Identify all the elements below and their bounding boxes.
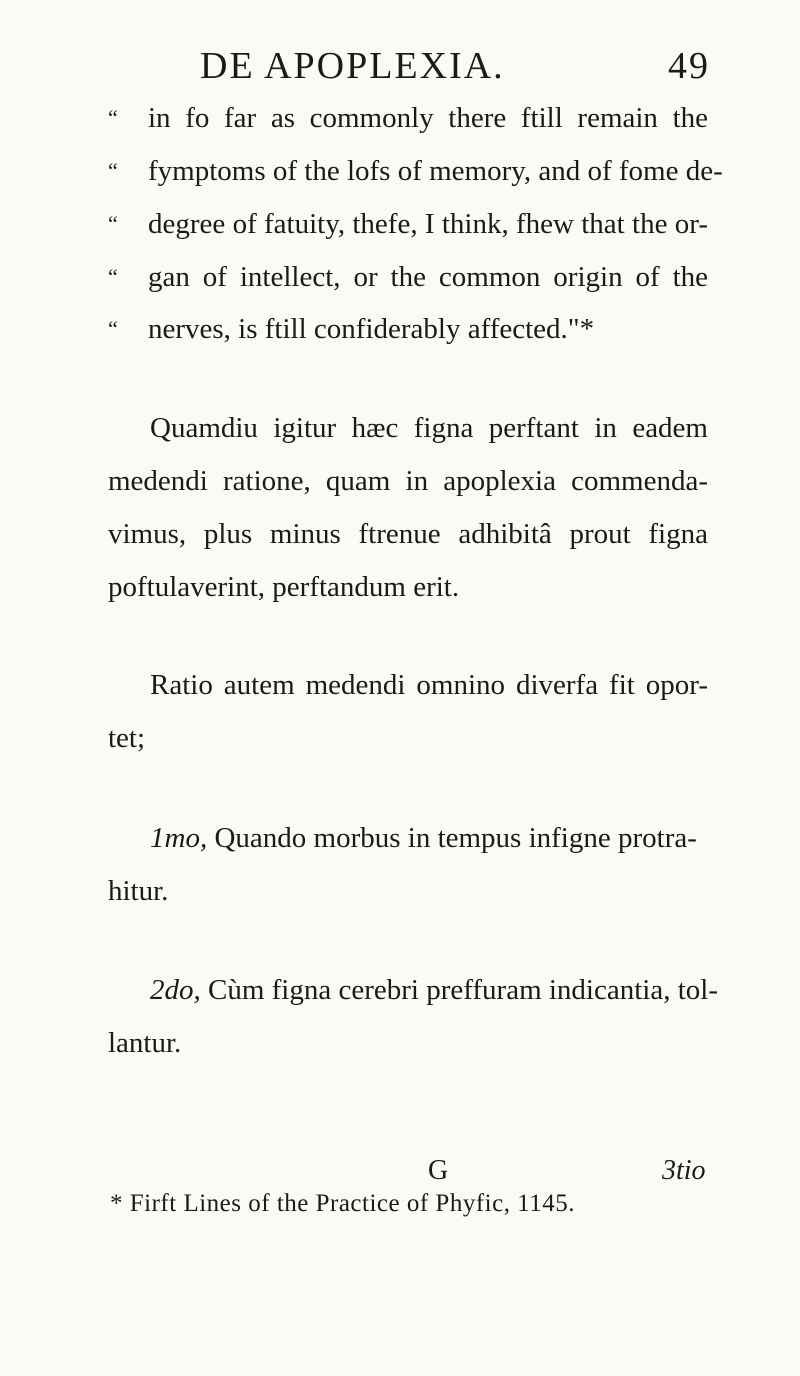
item-2-line-2: lantur. bbox=[108, 1027, 182, 1059]
item-1-line-1: 1mo, Quando morbus in tempus infigne protra- bbox=[150, 822, 697, 854]
quote-line-4: “ gan of intellect, or the common origin of the bbox=[108, 257, 708, 297]
quote-line-5: “ nerves, is ftill confiderably affected."* bbox=[108, 309, 708, 349]
paragraph-1-line-4: poftulaverint, perftandum erit. bbox=[108, 571, 460, 603]
running-title: DE APOPLEXIA. bbox=[200, 45, 505, 87]
paragraph-1-line-3: vimus, plus minus ftrenue adhibitâ prout figna bbox=[108, 518, 708, 550]
quote-line-2: “ fymptoms of the lofs of memory, and of fome de- bbox=[108, 151, 708, 191]
page-number: 49 bbox=[668, 45, 710, 87]
paragraph-2-line-1: Ratio autem medendi omnino diverfa fit opor- bbox=[150, 669, 708, 701]
quote-mark: “ bbox=[108, 158, 118, 183]
item-1-ordinal: 1mo, bbox=[150, 822, 208, 854]
quote-line-1: “ in fo far as commonly there ftill remain the bbox=[108, 98, 708, 138]
page-header bbox=[190, 44, 710, 94]
quote-mark: “ bbox=[108, 316, 118, 341]
footnote: * Firft Lines of the Practice of Phyfic, 1145. bbox=[110, 1190, 576, 1217]
quote-line-3: “ degree of fatuity, thefe, I think, fhew that the or- bbox=[108, 204, 708, 244]
item-1-line-2: hitur. bbox=[108, 875, 169, 907]
item-2-ordinal: 2do, bbox=[150, 974, 201, 1006]
paragraph-2-line-2: tet; bbox=[108, 722, 146, 754]
item-2-line-1: 2do, Cùm figna cerebri preffuram indicantia, tol- bbox=[150, 974, 718, 1006]
catchword: 3tio bbox=[662, 1155, 706, 1186]
paragraph-1-line-1: Quamdiu igitur hæc figna perftant in eadem bbox=[150, 412, 708, 444]
quote-mark: “ bbox=[108, 264, 118, 289]
quote-mark: “ bbox=[108, 105, 118, 130]
paragraph-1-line-2: medendi ratione, quam in apoplexia commenda- bbox=[108, 465, 708, 497]
signature-mark: G bbox=[428, 1155, 449, 1186]
quote-mark: “ bbox=[108, 211, 118, 236]
